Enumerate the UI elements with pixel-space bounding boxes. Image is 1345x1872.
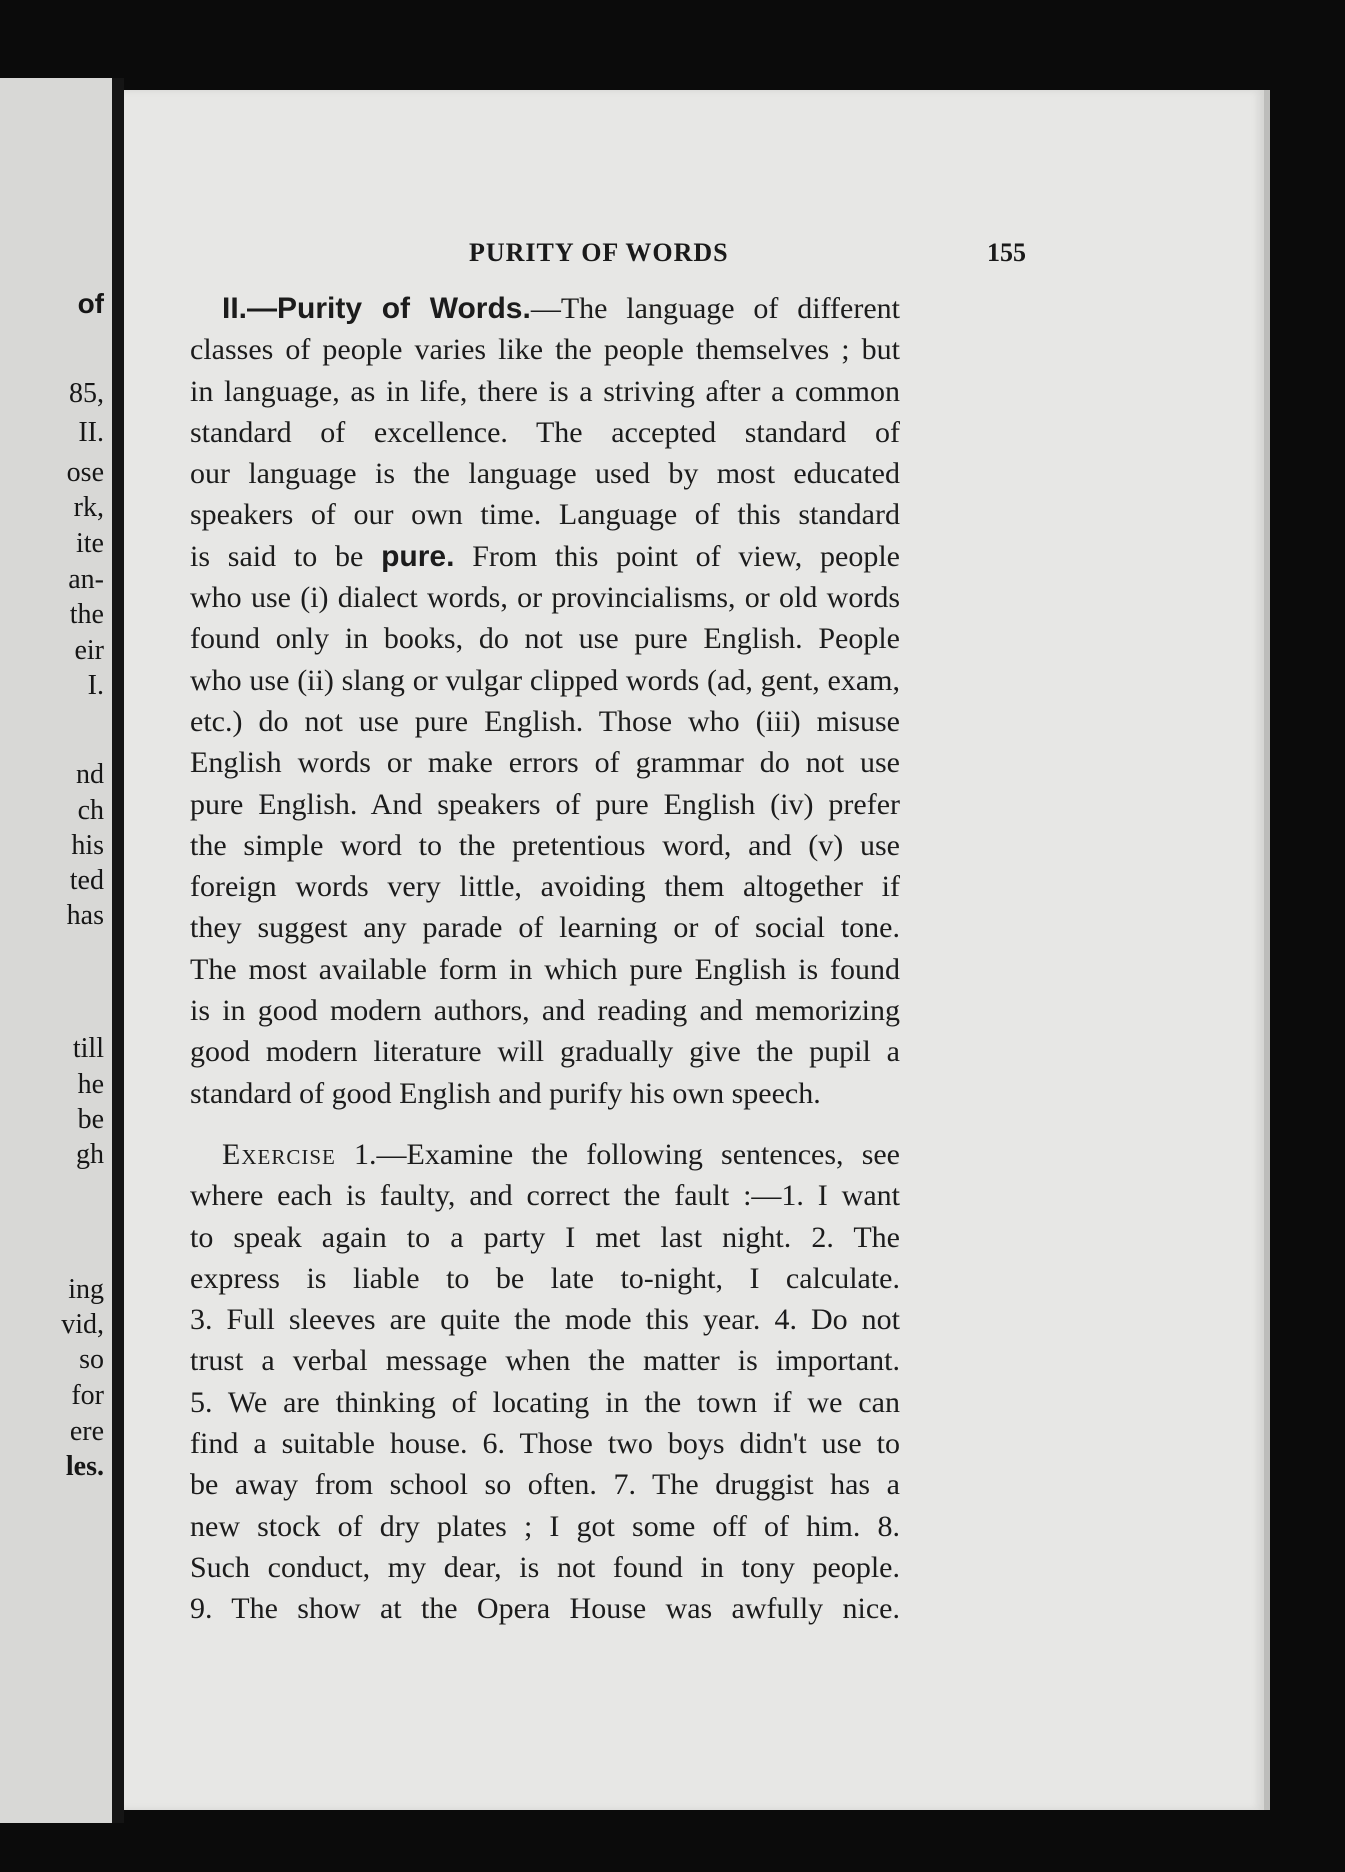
text-line: speakers of our own time. Language of this standard: [190, 498, 900, 532]
running-title: PURITY OF WORDS: [469, 238, 729, 267]
body-text: [190, 288, 900, 1630]
text-line: they suggest any parade of learning or of social tone.: [190, 911, 900, 945]
left-page-fragment: till: [72, 1033, 104, 1064]
text-line: who use (ii) slang or vulgar clipped words (ad, gent, exam,: [190, 663, 900, 697]
page-number: 155: [987, 238, 1026, 267]
text-line: foreign words very little, avoiding them altogether if: [190, 870, 900, 904]
text-run: —The language of different: [530, 292, 900, 325]
text-line: the simple word to the pretentious word, and (v) use: [190, 828, 900, 862]
exercise-line: express is liable to be late to-night, I calculate.: [190, 1261, 900, 1295]
left-page-fragment: les.: [65, 1451, 104, 1482]
left-page-fragment: for: [71, 1380, 104, 1411]
text-line: good modern literature will gradually give the pupil a: [190, 1035, 900, 1069]
left-page-fragment: ch: [77, 795, 104, 826]
exercise-line: 3. Full sleeves are quite the mode this year. 4. Do not: [190, 1303, 900, 1337]
left-page-edge: [0, 78, 116, 1823]
running-header: [124, 238, 1264, 274]
left-page-fragment: ite: [76, 528, 104, 559]
left-page-fragment: vid,: [61, 1309, 104, 1340]
left-page-fragment: he: [77, 1069, 104, 1100]
left-page-fragment: ose: [66, 457, 104, 488]
section-first-line: [190, 288, 900, 329]
exercise-line: find a suitable house. 6. Those two boys didn't use to: [190, 1427, 900, 1461]
text-line: The most available form in which pure English is found: [190, 952, 900, 986]
text-line: standard of excellence. The accepted standard of: [190, 415, 900, 449]
text-run: is said to be: [190, 539, 382, 573]
exercise-line: where each is faulty, and correct the fault :—1. I want: [190, 1179, 900, 1213]
text-line: [190, 536, 900, 577]
exercise-line: 9. The show at the Opera House was awfully nice.: [190, 1592, 900, 1626]
text-line: is in good modern authors, and reading and memorizing: [190, 994, 900, 1028]
text-line: etc.) do not use pure English. Those who (iii) misuse: [190, 704, 900, 738]
left-page-fragment: ere: [69, 1416, 104, 1447]
section-heading: II.—Purity of Words.: [222, 292, 531, 325]
left-page-fragment: his: [71, 830, 104, 861]
left-page-fragment: ing: [68, 1274, 104, 1305]
text-line: who use (i) dialect words, or provincialisms, or old words: [190, 581, 900, 615]
left-page-fragment: the: [69, 599, 104, 630]
exercise-line: to speak again to a party I met last night. 2. The: [190, 1220, 900, 1254]
text-line: English words or make errors of grammar do not use: [190, 746, 900, 780]
exercise-number: 1.: [354, 1137, 377, 1171]
text-run: —Examine the following sentences, see: [376, 1137, 900, 1171]
left-page-fragment: eir: [74, 635, 104, 666]
left-page-fragment: I.: [87, 670, 104, 701]
left-page-fragment: II.: [78, 417, 104, 448]
text-line: found only in books, do not use pure English. People: [190, 622, 900, 656]
paragraph-gap: [190, 1114, 900, 1134]
book-gutter: [112, 78, 124, 1823]
left-page-fragment: rk,: [73, 492, 104, 523]
exercise-label: Exercise: [222, 1137, 336, 1171]
text-line: classes of people varies like the people themselves ; but: [190, 333, 900, 367]
exercise-first-line: [190, 1134, 900, 1175]
book-page: [124, 90, 1270, 1810]
exercise-line: be away from school so often. 7. The druggist has a: [190, 1468, 900, 1502]
left-page-fragment: ted: [69, 865, 104, 896]
exercise-line: Such conduct, my dear, is not found in tony people.: [190, 1550, 900, 1584]
left-page-fragment: so: [79, 1344, 104, 1375]
left-page-fragment: 85,: [69, 378, 104, 409]
exercise-line: new stock of dry plates ; I got some off of him. 8.: [190, 1509, 900, 1543]
left-page-fragment: be: [77, 1104, 104, 1135]
text-line: pure English. And speakers of pure English (iv) prefer: [190, 787, 900, 821]
left-page-fragment: has: [66, 900, 104, 931]
left-page-fragment: of: [77, 288, 104, 319]
left-page-fragment: gh: [76, 1139, 104, 1170]
text-line: standard of good English and purify his own speech.: [190, 1076, 821, 1110]
left-page-fragment: nd: [76, 759, 104, 790]
left-page-fragment: an-: [68, 564, 104, 595]
text-line: our language is the language used by most educated: [190, 457, 900, 491]
exercise-line: 5. We are thinking of locating in the town if we can: [190, 1385, 900, 1419]
emphasis-pure: pure.: [381, 539, 455, 573]
text-run: From this point of view, people: [454, 539, 900, 573]
exercise-line: trust a verbal message when the matter is important.: [190, 1344, 900, 1378]
text-line: in language, as in life, there is a striving after a common: [190, 374, 900, 408]
